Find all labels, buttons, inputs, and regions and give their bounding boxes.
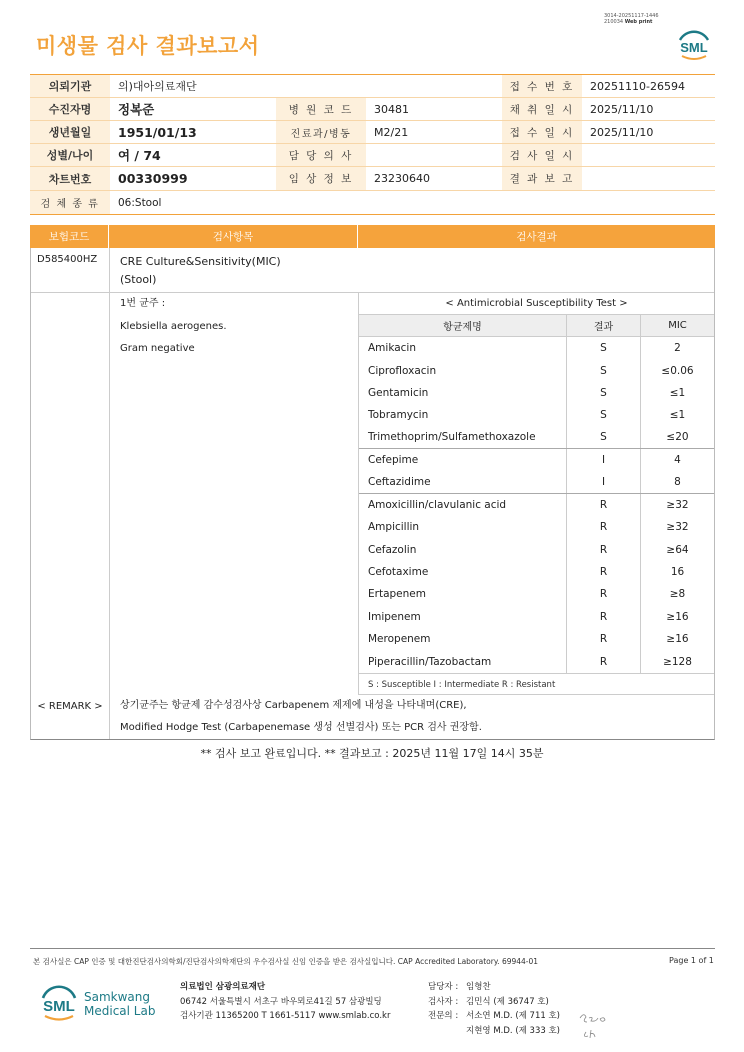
birth-date-label: 생년월일 [30, 121, 110, 143]
susceptibility-result: R [567, 494, 641, 516]
mic-value: ≥32 [666, 498, 689, 511]
susceptibility-result: R [567, 650, 641, 672]
collection-date-label: 채 취 일 시 [502, 98, 582, 120]
results-body [30, 248, 715, 695]
brand-name [84, 990, 155, 1018]
info-row-specimen [30, 191, 715, 214]
remark-row [30, 695, 715, 740]
mic-value: ≥64 [666, 543, 689, 556]
ast-row [359, 628, 714, 650]
antimicrobial-agent: Amikacin [359, 337, 567, 359]
patient-name-label: 수진자명 [30, 98, 110, 120]
antimicrobial-agent: Ceftazidime [359, 471, 567, 492]
susceptibility-result: I [567, 471, 641, 492]
patient-name-value: 정복준 [118, 102, 155, 117]
mic-value: 2 [674, 342, 681, 355]
ast-rows [359, 337, 714, 673]
info-row-birth [30, 121, 715, 144]
mic-value: ≤0.06 [661, 364, 694, 377]
organism-number: 1번 균주 : [120, 298, 166, 309]
info-row-chart [30, 167, 715, 191]
insurance-code: D585400HZ [31, 248, 110, 292]
mic-value: ≥128 [663, 655, 692, 668]
staff-row: 담당자 : 임형찬 [428, 982, 491, 992]
mic-value: 8 [674, 476, 681, 489]
department-value: M2/21 [374, 125, 409, 139]
antimicrobial-agent: Ciprofloxacin [359, 359, 567, 381]
ast-row [359, 449, 714, 471]
remark-text [110, 695, 714, 739]
gram-stain: Gram negative [120, 343, 195, 354]
mic-value: ≥32 [666, 521, 689, 534]
results-header [30, 225, 715, 248]
specimen-name: (Stool) [120, 273, 157, 286]
test-date-label: 검 사 일 시 [502, 144, 582, 166]
test-name: CRE Culture&Sensitivity(MIC) [120, 255, 281, 268]
staff-row: 지현영 M.D. (제 333 호) [466, 1025, 561, 1036]
ast-legend: S : Susceptible I : Intermediate R : Resistant [359, 673, 714, 695]
antimicrobial-agent: Imipenem [359, 606, 567, 628]
receipt-number-value: 20251110-26594 [590, 79, 685, 93]
mic-value: ≤20 [666, 431, 689, 444]
susceptibility-result: I [567, 449, 641, 471]
ast-row [359, 650, 714, 672]
mic-value: ≥16 [666, 633, 689, 646]
hospital-code-label: 병 원 코 드 [276, 98, 366, 120]
susceptibility-result: S [567, 359, 641, 381]
test-result-header: 검사결과 [516, 231, 557, 243]
antimicrobial-agent: Cefepime [359, 449, 567, 471]
staff-row: 전문의 : 서소연 M.D. (제 711 호) [428, 1011, 561, 1021]
page-title: 미생물 검사 결과보고서 [36, 34, 260, 58]
institution-label: 의뢰기관 [30, 75, 110, 97]
chart-number-value: 00330999 [118, 171, 188, 186]
ast-row [359, 404, 714, 426]
mic-value: ≤1 [669, 386, 686, 399]
mic-column-header: MIC [668, 320, 687, 331]
sml-logo-text: SML [680, 40, 708, 55]
ast-title: < Antimicrobial Susceptibility Test > [359, 293, 714, 315]
document-code: 3014-20251117-1446 210034 Web print [604, 13, 659, 25]
staff-info [428, 980, 560, 1038]
receipt-date-value: 2025/11/10 [590, 125, 654, 139]
mic-value: ≥8 [669, 588, 686, 601]
antimicrobial-agent: Ampicillin [359, 516, 567, 538]
test-item-header: 검사항목 [109, 225, 358, 248]
antimicrobial-agent: Meropenem [359, 628, 567, 650]
code-spacer [31, 293, 110, 695]
mic-value: 4 [674, 454, 681, 467]
result-column-header: 결과 [567, 315, 641, 336]
ast-row [359, 427, 714, 449]
ast-row [359, 561, 714, 583]
susceptibility-result: R [567, 583, 641, 605]
ast-row [359, 539, 714, 561]
antimicrobial-agent: Cefazolin [359, 539, 567, 561]
results-table [30, 225, 715, 740]
remark-line-1: 상기균주는 항균제 감수성검사상 Carbapenem 제제에 내성을 나타내며(CRE), [120, 699, 467, 711]
brand-line-1: Samkwang [84, 990, 150, 1004]
institution-info [180, 980, 390, 1024]
remark-label: < REMARK > [31, 695, 110, 739]
receipt-date-label: 접 수 일 시 [502, 121, 582, 143]
chart-number-label: 차트번호 [30, 167, 110, 190]
footer-divider [30, 948, 715, 949]
mic-value: ≤1 [669, 409, 686, 422]
organism-info [110, 293, 359, 695]
result-report-value [582, 167, 715, 190]
susceptibility-result: S [567, 404, 641, 426]
footer-logo-text: SML [43, 998, 75, 1015]
ast-column-header [359, 315, 714, 337]
ast-row [359, 359, 714, 381]
ast-row [359, 382, 714, 404]
test-date-value [582, 144, 715, 166]
hospital-code-value: 30481 [374, 102, 409, 116]
antimicrobial-agent: Piperacillin/Tazobactam [359, 650, 567, 672]
susceptibility-result: S [567, 337, 641, 359]
department-label: 진료과/병동 [276, 121, 366, 143]
ast-row [359, 606, 714, 628]
birth-date-value: 1951/01/13 [118, 124, 197, 140]
organism-name: Klebsiella aerogenes. [120, 320, 227, 332]
susceptibility-result: R [567, 516, 641, 538]
mic-value: 16 [670, 566, 685, 579]
antimicrobial-agent: Tobramycin [359, 404, 567, 426]
antimicrobial-agent: Cefotaxime [359, 561, 567, 583]
ast-row [359, 494, 714, 516]
susceptibility-result: R [567, 606, 641, 628]
staff-row: 검사자 : 김민식 (제 36747 호) [428, 996, 549, 1007]
mic-value: ≥16 [666, 610, 689, 623]
susceptibility-result: R [567, 628, 641, 650]
remark-line-2: Modified Hodge Test (Carbapenemase 생성 선별검사) 또는 PCR 검사 권장함. [120, 721, 482, 733]
info-row-gender [30, 144, 715, 167]
report-completion: ** 검사 보고 완료입니다. ** 결과보고 : 2025년 11월 17일 14시 35분 [200, 747, 544, 760]
institution-address: 06742 서울특별시 서초구 바우뫼로41길 57 삼광빌딩 [180, 996, 382, 1007]
page-number: Page 1 of 1 [669, 956, 714, 965]
institution-name: 의료법인 삼광의료재단 [180, 982, 266, 992]
ast-table [359, 293, 714, 695]
test-row [31, 248, 714, 293]
doctor-value [366, 144, 502, 166]
accreditation-note: 본 검사실은 CAP 인증 및 대한진단검사의학회/진단검사의학재단의 우수검사실 신임 인증을 받은 검사실입니다. CAP Accredited Laboratory. 69944-01 [33, 957, 539, 966]
clinical-info-value: 23230640 [374, 172, 430, 185]
antimicrobial-agent: Amoxicillin/clavulanic acid [359, 494, 567, 516]
patient-info-table [30, 74, 715, 215]
organism-block [31, 293, 714, 695]
antimicrobial-agent: Trimethoprim/Sulfamethoxazole [359, 427, 567, 448]
susceptibility-result: S [567, 427, 641, 448]
specimen-type-label: 검 체 종 류 [30, 191, 110, 214]
test-name-cell [110, 248, 714, 292]
institution-contact: 검사기관 11365200 T 1661-5117 www.smlab.co.kr [180, 1011, 391, 1021]
insurance-code-header: 보험코드 [30, 225, 109, 248]
susceptibility-result: R [567, 539, 641, 561]
clinical-info-label: 임 상 정 보 [276, 167, 366, 190]
specimen-type-value: 06:Stool [118, 196, 162, 209]
institution-value: 의)대아의료재단 [118, 80, 197, 93]
sml-logo-icon [674, 24, 714, 64]
info-row-patient [30, 98, 715, 121]
info-row-institution [30, 75, 715, 98]
ast-row [359, 583, 714, 605]
antimicrobial-agent: Gentamicin [359, 382, 567, 404]
gender-age-value: 여 / 74 [118, 148, 161, 163]
signature-icon [576, 1010, 610, 1040]
ast-row [359, 516, 714, 538]
susceptibility-result: S [567, 382, 641, 404]
gender-age-label: 성별/나이 [30, 144, 110, 166]
brand-line-2: Medical Lab [84, 1004, 156, 1018]
doctor-label: 담 당 의 사 [276, 144, 366, 166]
ast-row [359, 471, 714, 493]
samkwang-logo-icon [36, 980, 82, 1026]
receipt-number-label: 접 수 번 호 [502, 75, 582, 97]
collection-date-value: 2025/11/10 [590, 102, 654, 116]
agent-column-header: 항균제명 [359, 315, 567, 336]
susceptibility-result: R [567, 561, 641, 583]
result-report-label: 결 과 보 고 [502, 167, 582, 190]
ast-row [359, 337, 714, 359]
antimicrobial-agent: Ertapenem [359, 583, 567, 605]
web-print-label: Web print [624, 19, 653, 25]
